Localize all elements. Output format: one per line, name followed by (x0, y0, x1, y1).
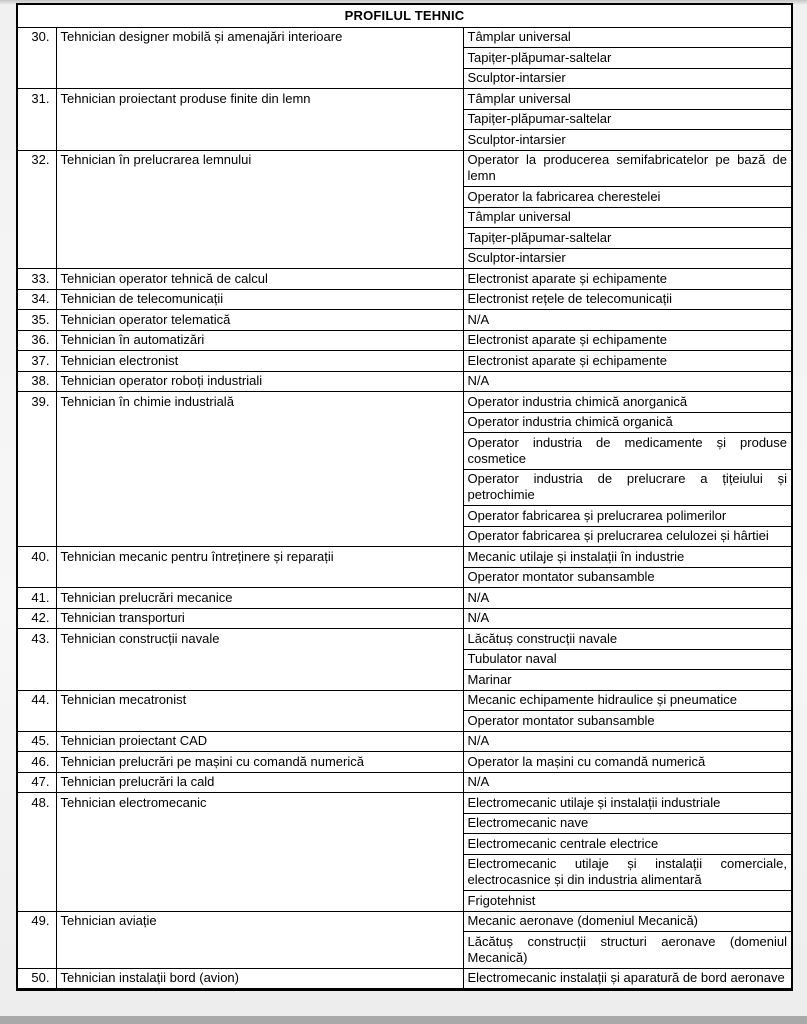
row-number: 34. (17, 289, 56, 310)
row-number: 45. (17, 731, 56, 752)
row-number: 39. (17, 392, 56, 547)
occupation-cell: Sculptor-intarsier (463, 130, 792, 151)
qualification-title: Tehnician prelucrări mecanice (56, 588, 463, 609)
occupation-cell: Tâmplar universal (463, 27, 792, 48)
occupation-cell: N/A (463, 588, 792, 609)
row-number: 31. (17, 89, 56, 151)
occupation-cell: Tâmplar universal (463, 207, 792, 228)
occupation-cell: N/A (463, 731, 792, 752)
occupation-cell: Mecanic aeronave (domeniul Mecanică) (463, 911, 792, 932)
occupation-cell: Electronist rețele de telecomunicații (463, 289, 792, 310)
qualification-title: Tehnician prelucrări la cald (56, 772, 463, 793)
occupation-cell: N/A (463, 371, 792, 392)
table-row (17, 330, 792, 351)
table-row (17, 793, 792, 814)
qualification-title: Tehnician construcții navale (56, 629, 463, 691)
qualification-title: Tehnician mecanic pentru întreținere și reparații (56, 547, 463, 588)
occupation-cell: Tubulator naval (463, 649, 792, 670)
qualification-title: Tehnician prelucrări pe mașini cu comandă numerică (56, 752, 463, 773)
table-row (17, 608, 792, 629)
row-number: 32. (17, 150, 56, 269)
table-row (17, 392, 792, 413)
occupation-cell: N/A (463, 772, 792, 793)
occupation-cell: Operator montator subansamble (463, 711, 792, 732)
row-number: 38. (17, 371, 56, 392)
occupation-cell: Sculptor-intarsier (463, 248, 792, 269)
occupation-cell: Mecanic utilaje și instalații în industrie (463, 547, 792, 568)
occupation-cell: Operator industria chimică organică (463, 412, 792, 433)
table-row (17, 772, 792, 793)
row-number: 37. (17, 351, 56, 372)
table-row (17, 310, 792, 331)
row-number: 48. (17, 793, 56, 912)
row-number: 33. (17, 269, 56, 290)
qualification-title: Tehnician designer mobilă și amenajări interioare (56, 27, 463, 89)
occupation-cell: Operator industria de prelucrare a țițeiului și petrochimie (463, 469, 792, 506)
qualification-title: Tehnician mecatronist (56, 690, 463, 731)
table-row (17, 588, 792, 609)
qualification-title: Tehnician operator telematică (56, 310, 463, 331)
occupation-cell: Tapițer-plăpumar-saltelar (463, 48, 792, 69)
occupation-cell: Operator montator subansamble (463, 567, 792, 588)
table-row (17, 351, 792, 372)
occupation-cell: Operator la producerea semifabricatelor pe bază de lemn (463, 150, 792, 187)
qualification-title: Tehnician operator tehnică de calcul (56, 269, 463, 290)
qualification-title: Tehnician în automatizări (56, 330, 463, 351)
row-number: 43. (17, 629, 56, 691)
qualification-title: Tehnician operator roboți industriali (56, 371, 463, 392)
occupation-cell: Lăcătuș construcții structuri aeronave (domeniul Mecanică) (463, 932, 792, 969)
occupation-cell: Marinar (463, 670, 792, 691)
row-number: 41. (17, 588, 56, 609)
row-number: 42. (17, 608, 56, 629)
occupation-cell: Mecanic echipamente hidraulice și pneumatice (463, 690, 792, 711)
qualification-title: Tehnician electromecanic (56, 793, 463, 912)
occupation-cell: Electromecanic utilaje și instalații industriale (463, 793, 792, 814)
table-row (17, 690, 792, 711)
table-title: PROFILUL TEHNIC (17, 4, 792, 27)
qualification-title: Tehnician proiectant produse finite din lemn (56, 89, 463, 151)
table-row (17, 731, 792, 752)
occupation-cell: Operator industria chimică anorganică (463, 392, 792, 413)
occupation-cell: Operator la fabricarea cherestelei (463, 187, 792, 208)
occupation-cell: Tapițer-plăpumar-saltelar (463, 109, 792, 130)
table-header-row (17, 4, 792, 27)
table-row (17, 27, 792, 48)
row-number: 36. (17, 330, 56, 351)
table-row (17, 289, 792, 310)
table-row (17, 547, 792, 568)
table-row (17, 629, 792, 650)
qualification-title: Tehnician în chimie industrială (56, 392, 463, 547)
occupation-cell: Electronist aparate și echipamente (463, 330, 792, 351)
table-row (17, 911, 792, 932)
table-row (17, 150, 792, 187)
row-number: 44. (17, 690, 56, 731)
table-row (17, 752, 792, 773)
qualification-title: Tehnician proiectant CAD (56, 731, 463, 752)
occupation-cell: Operator fabricarea și prelucrarea polimerilor (463, 506, 792, 527)
occupation-cell: Frigotehnist (463, 891, 792, 912)
occupation-cell: N/A (463, 608, 792, 629)
occupation-cell: Tapițer-plăpumar-saltelar (463, 228, 792, 249)
row-number: 35. (17, 310, 56, 331)
occupation-cell: Lăcătuș construcții navale (463, 629, 792, 650)
occupation-cell: Operator fabricarea și prelucrarea celulozei și hârtiei (463, 526, 792, 547)
occupation-cell: Electromecanic instalații și aparatură de bord aeronave (463, 968, 792, 990)
row-number: 47. (17, 772, 56, 793)
qualification-title: Tehnician de telecomunicații (56, 289, 463, 310)
occupation-cell: Operator la mașini cu comandă numerică (463, 752, 792, 773)
table-row (17, 968, 792, 990)
qualification-title: Tehnician transporturi (56, 608, 463, 629)
occupation-cell: Electronist aparate și echipamente (463, 269, 792, 290)
row-number: 46. (17, 752, 56, 773)
row-number: 30. (17, 27, 56, 89)
occupation-cell: Electromecanic centrale electrice (463, 834, 792, 855)
table-body (17, 27, 792, 990)
qualification-title: Tehnician în prelucrarea lemnului (56, 150, 463, 269)
qualification-title: Tehnician aviație (56, 911, 463, 968)
occupation-cell: N/A (463, 310, 792, 331)
occupation-cell: Electromecanic nave (463, 813, 792, 834)
qualification-title: Tehnician electronist (56, 351, 463, 372)
qualification-title: Tehnician instalații bord (avion) (56, 968, 463, 990)
table-row (17, 89, 792, 110)
occupation-cell: Sculptor-intarsier (463, 68, 792, 89)
occupation-cell: Operator industria de medicamente și produse cosmetice (463, 433, 792, 470)
occupation-cell: Tâmplar universal (463, 89, 792, 110)
table-row (17, 269, 792, 290)
occupation-cell: Electromecanic utilaje și instalații comerciale, electrocasnice și din industria alimentară (463, 854, 792, 891)
technical-profile-table (16, 3, 793, 991)
row-number: 49. (17, 911, 56, 968)
table-row (17, 371, 792, 392)
row-number: 50. (17, 968, 56, 990)
occupation-cell: Electronist aparate și echipamente (463, 351, 792, 372)
row-number: 40. (17, 547, 56, 588)
